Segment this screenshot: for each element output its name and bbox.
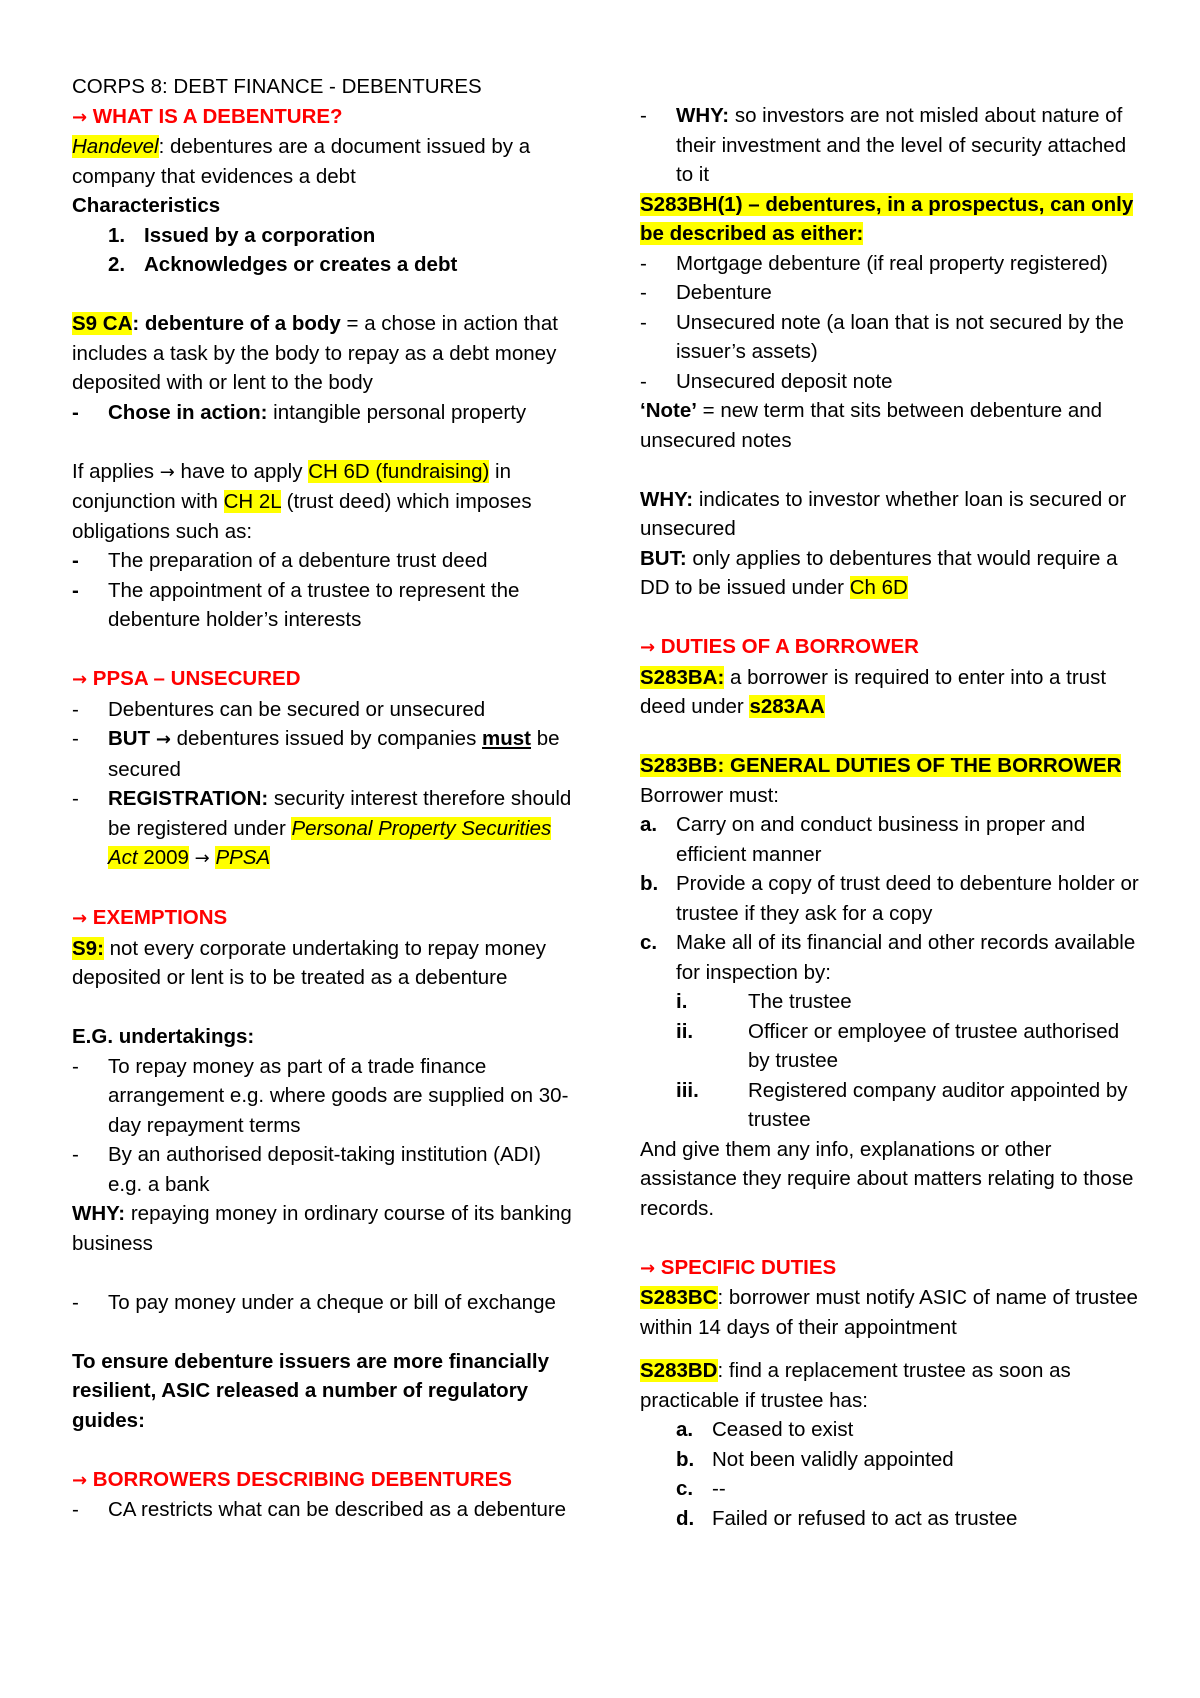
list-item: - CA restricts what can be described as a debenture — [72, 1498, 567, 1521]
left-column — [72, 72, 572, 1525]
list-item: - The appointment of a trustee to represent the debenture holder’s interests — [72, 578, 520, 631]
list-item: - The preparation of a debenture trust deed — [72, 549, 488, 572]
eg-undertakings-label: E.G. undertakings: — [72, 1025, 255, 1048]
s283ba-text: S283BA: a borrower is required to enter into a trust deed under s283AA — [640, 665, 1107, 718]
note-definition: ‘Note’ = new term that sits between debenture and unsecured notes — [640, 399, 1103, 452]
list-item: - Unsecured note (a loan that is not secured by the issuer’s assets) — [640, 310, 1124, 363]
arrow-icon: → — [72, 669, 88, 690]
arrow-icon: → — [155, 729, 171, 750]
list-item: - Debenture — [640, 281, 772, 304]
characteristics-label: Characteristics — [72, 194, 221, 217]
list-item: c. Make all of its financial and other records available for inspection by: — [640, 931, 1136, 984]
list-item: ii. Officer or employee of trustee authorised by trustee — [676, 1019, 1120, 1072]
page-title: CORPS 8: DEBT FINANCE - DEBENTURES — [72, 75, 482, 98]
heading-borrowers-describing: → BORROWERS DESCRIBING DEBENTURES — [72, 1467, 512, 1491]
why-banking-text: WHY: repaying money in ordinary course of its banking business — [72, 1202, 572, 1255]
s283bh-heading: S283BH(1) – debentures, in a prospectus, can only be described as either: — [640, 192, 1134, 245]
arrow-icon: → — [159, 461, 175, 483]
s283bb-heading: S283BB: GENERAL DUTIES OF THE BORROWER — [640, 754, 1122, 777]
list-item: - Chose in action: intangible personal property — [72, 400, 527, 424]
and-give-text: And give them any info, explanations or other assistance they require about matters relating to those records. — [640, 1137, 1134, 1220]
asic-guides-text: To ensure debenture issuers are more financially resilient, ASIC released a number of regulatory guides: — [72, 1349, 549, 1432]
arrow-icon: → — [640, 1257, 656, 1279]
arrow-icon: → — [72, 106, 88, 128]
list-item: - Unsecured deposit note — [640, 369, 893, 393]
arrow-icon: → — [194, 848, 210, 869]
handevel-definition: Handevel: debentures are a document issued by a company that evidences a debt — [72, 135, 531, 188]
right-column — [640, 101, 1140, 1533]
heading-specific-duties: → SPECIFIC DUTIES — [640, 1255, 837, 1279]
borrower-must-label: Borrower must: — [640, 783, 779, 807]
list-item: 1. Issued by a corporation — [108, 223, 376, 247]
if-applies-text: If applies → have to apply CH 6D (fundraising) in conjunction with CH 2L (trust deed) which imposes obligations such as: — [72, 459, 532, 543]
list-item: a. Ceased to exist — [676, 1418, 854, 1441]
heading-what-is-debenture: → WHAT IS A DEBENTURE? — [72, 104, 343, 128]
s283bc-text: S283BC: borrower must notify ASIC of name of trustee within 14 days of their appointment — [640, 1286, 1138, 1339]
heading-duties-of-borrower: → DUTIES OF A BORROWER — [640, 635, 919, 658]
list-item: iii. Registered company auditor appointed by trustee — [676, 1078, 1128, 1131]
heading-ppsa-unsecured: → PPSA – UNSECURED — [72, 667, 301, 690]
heading-exemptions: → EXEMPTIONS — [72, 906, 228, 929]
list-item: a. Carry on and conduct business in proper and efficient manner — [640, 813, 1086, 866]
s9-exemption-text: S9: not every corporate undertaking to repay money deposited or lent is to be treated as a debenture — [72, 936, 547, 989]
list-item: b. Provide a copy of trust deed to debenture holder or trustee if they ask for a copy — [640, 872, 1139, 925]
why-secured-text: WHY: indicates to investor whether loan is secured or unsecured — [640, 487, 1127, 540]
s9-ca-definition: S9 CA: debenture of a body = a chose in action that includes a task by the body to repay as a debt money deposited with or lent to the body — [72, 312, 558, 394]
list-item: - WHY: so investors are not misled about nature of their investment and the level of security attached to it — [640, 104, 1127, 186]
list-item: c. -- — [676, 1477, 726, 1500]
list-item: 2. Acknowledges or creates a debt — [108, 253, 458, 276]
list-item: i. The trustee — [676, 990, 852, 1013]
list-item: - REGISTRATION: security interest therefore should be registered under Personal Property Securities Act 2009 → PPSA — [72, 787, 572, 869]
list-item: - To pay money under a cheque or bill of exchange — [72, 1290, 556, 1314]
list-item: - Debentures can be secured or unsecured — [72, 697, 486, 721]
list-item: d. Failed or refused to act as trustee — [676, 1506, 1018, 1530]
list-item: - To repay money as part of a trade finance arrangement e.g. where goods are supplied on 30-day repayment terms — [72, 1054, 569, 1137]
arrow-icon: → — [72, 1469, 88, 1491]
s283bd-text: S283BD: find a replacement trustee as soon as practicable if trustee has: — [640, 1359, 1071, 1412]
arrow-icon: → — [72, 908, 88, 929]
but-applies-text: BUT: only applies to debentures that would require a DD to be issued under Ch 6D — [640, 546, 1118, 599]
list-item: - By an authorised deposit-taking institution (ADI) e.g. a bank — [72, 1143, 542, 1196]
list-item: b. Not been validly appointed — [676, 1447, 954, 1471]
list-item: - Mortgage debenture (if real property registered) — [640, 251, 1108, 275]
list-item: - BUT → debentures issued by companies must be secured — [72, 727, 560, 781]
arrow-icon: → — [640, 637, 656, 658]
